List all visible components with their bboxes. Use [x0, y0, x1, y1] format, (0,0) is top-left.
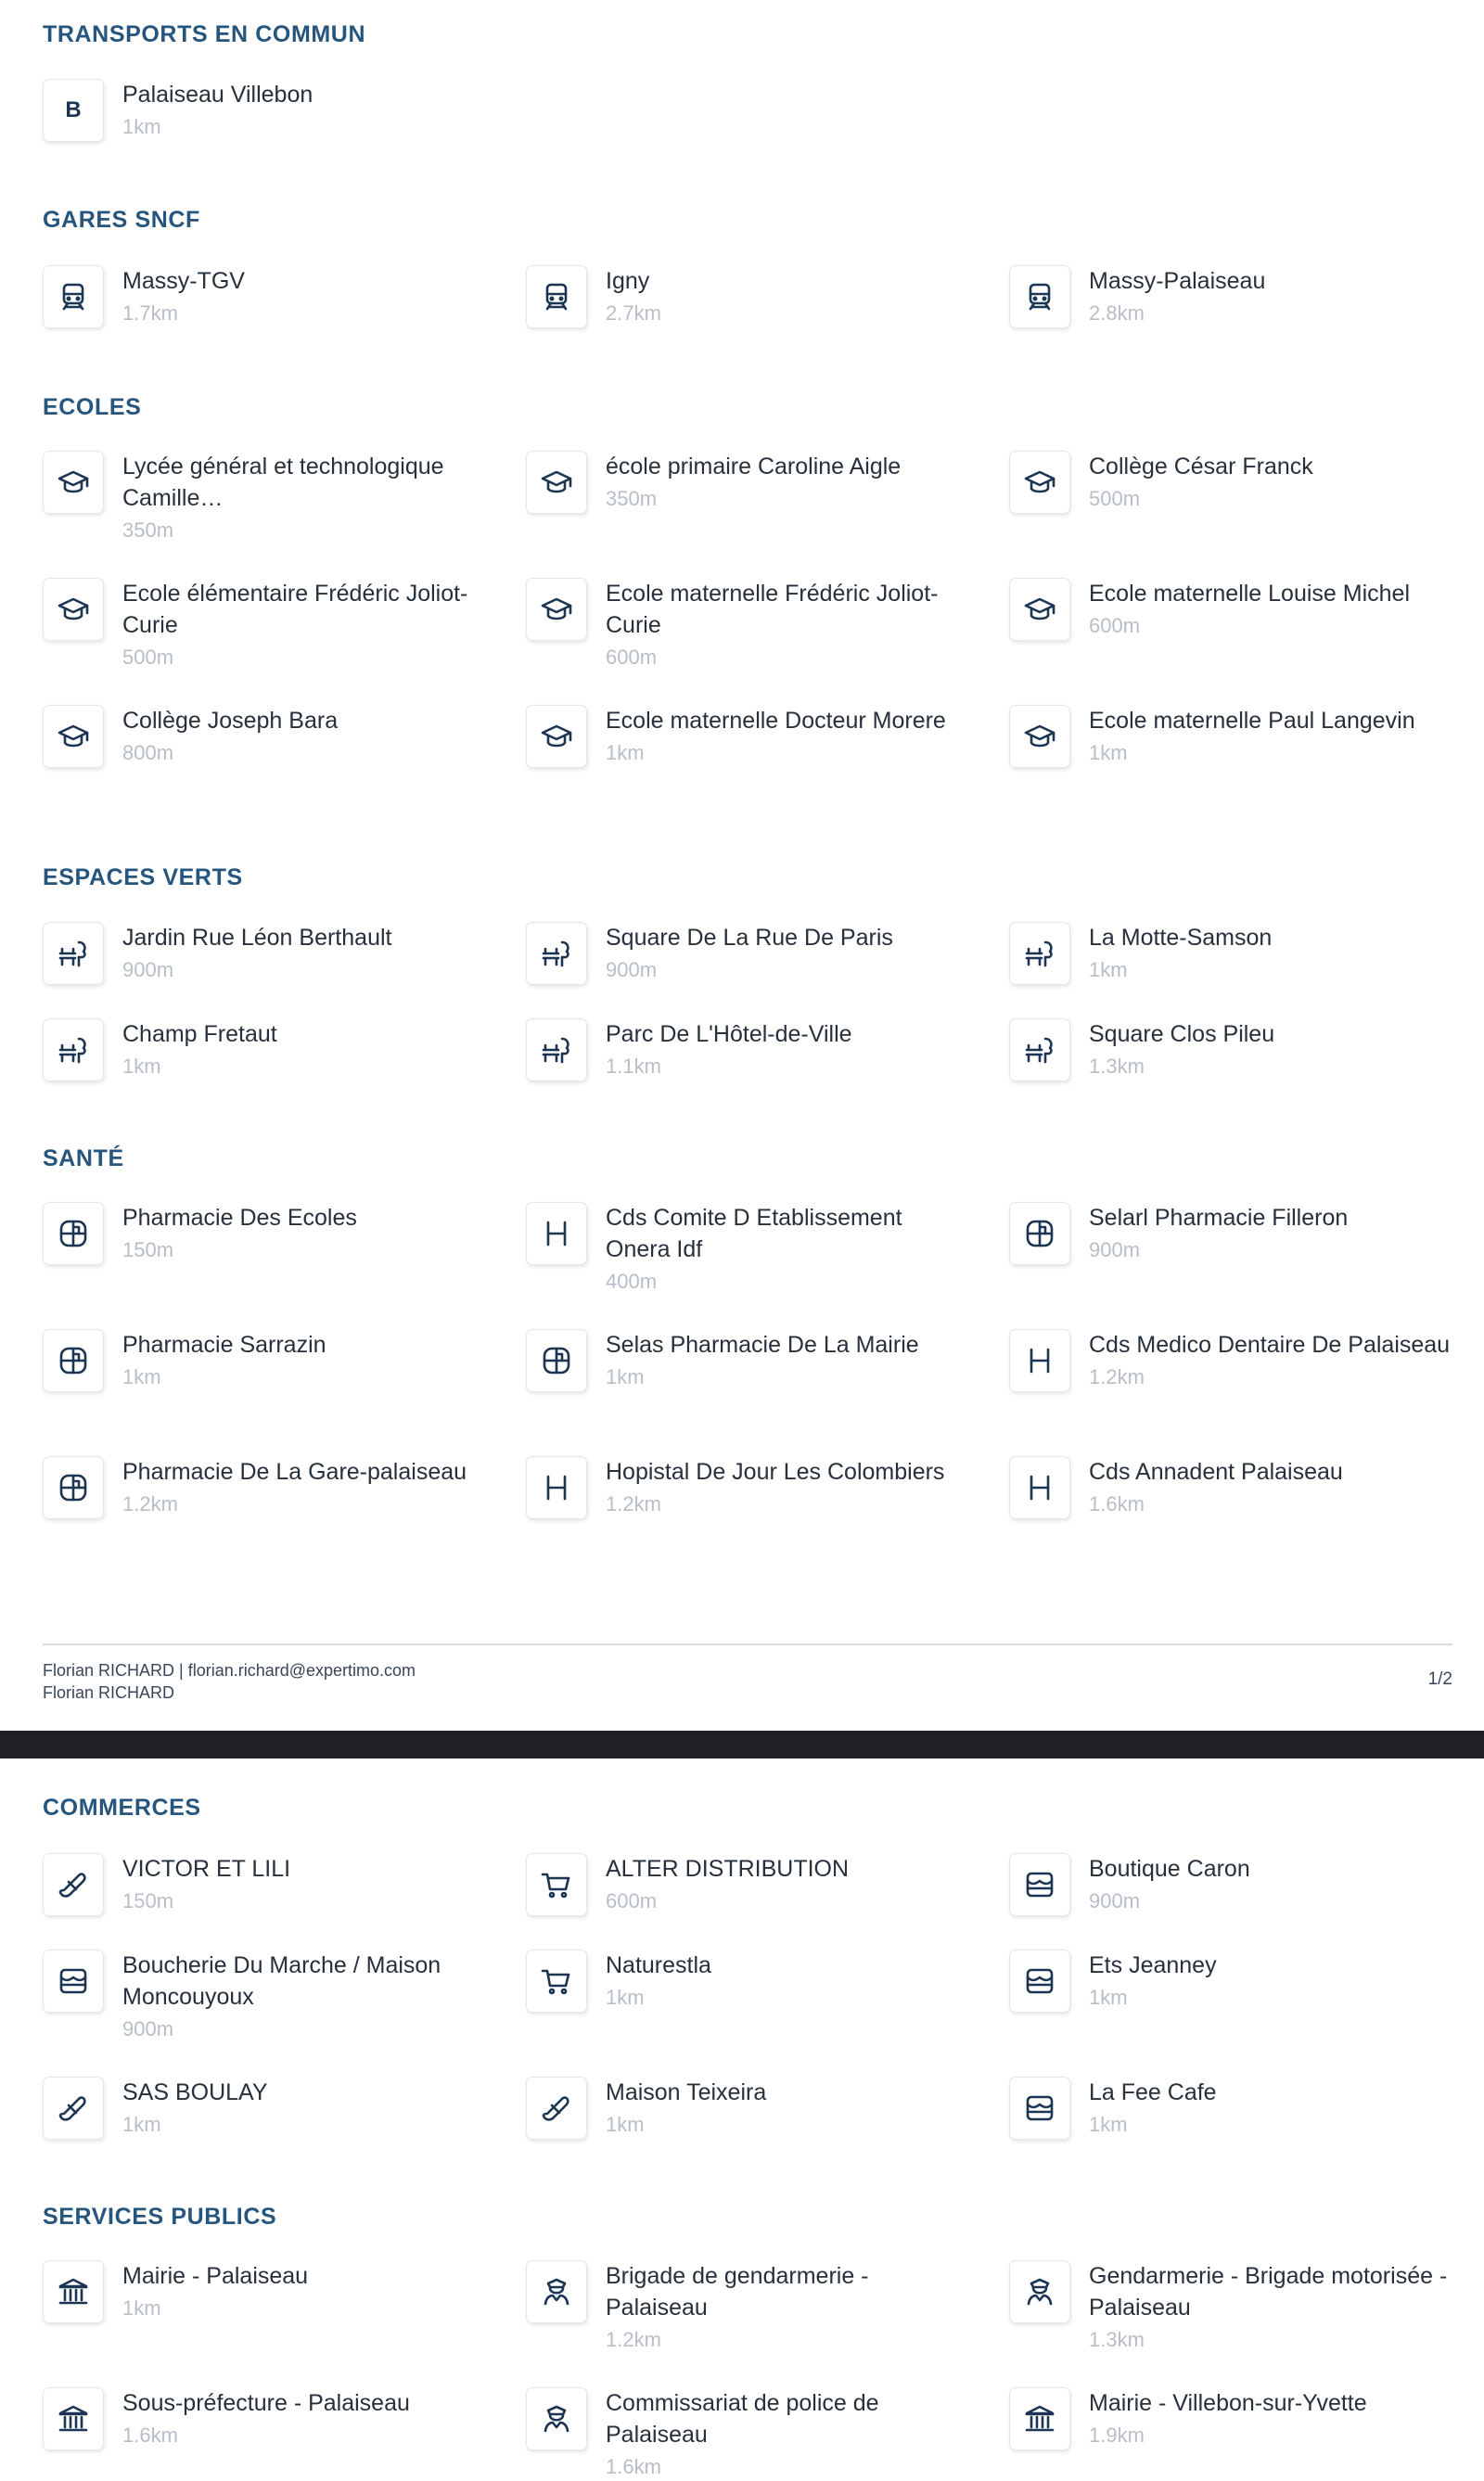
poi-name: Pharmacie Des Ecoles — [122, 1205, 357, 1231]
poi-distance: 900m — [122, 958, 174, 981]
poi-item — [1009, 1202, 1484, 1267]
poi-item — [526, 922, 1008, 987]
poi-distance: 800m — [122, 741, 174, 764]
poi-name: Lycée général et technologique Camille… — [122, 454, 444, 511]
poi-texts — [1089, 2387, 1451, 2452]
pill-icon — [526, 2077, 587, 2140]
poi-name: Ecole maternelle Docteur Morere — [606, 708, 946, 734]
poi-distance: 1.6km — [1089, 1492, 1145, 1515]
graduation-cap-icon — [526, 705, 587, 768]
graduation-cap-icon — [1009, 705, 1070, 768]
poi-name: Ets Jeanney — [1089, 1952, 1217, 1978]
poi-texts — [606, 922, 967, 987]
poi-name: Cds Medico Dentaire De Palaiseau — [1089, 1332, 1451, 1358]
poi-distance: 1.3km — [1089, 2328, 1145, 2351]
police-officer-icon — [526, 2260, 587, 2323]
poi-item — [1009, 1018, 1484, 1083]
poi-item — [1009, 2077, 1484, 2142]
poi-distance: 1km — [1089, 958, 1128, 981]
hospital-h-icon — [526, 1456, 587, 1519]
graduation-cap-icon — [1009, 578, 1070, 641]
poi-distance: 150m — [122, 1238, 174, 1261]
poi-texts — [122, 79, 484, 144]
poi-distance: 2.8km — [1089, 301, 1145, 325]
poi-texts — [122, 1853, 484, 1918]
poi-texts — [122, 705, 484, 770]
poi-item — [526, 1456, 1008, 1521]
poi-item — [43, 1853, 525, 1918]
poi-item — [526, 265, 1008, 330]
section-title: SERVICES PUBLICS — [43, 2204, 277, 2230]
poi-distance: 1.2km — [122, 1492, 178, 1515]
police-officer-icon — [526, 2387, 587, 2450]
poi-name: Cds Annadent Palaiseau — [1089, 1459, 1343, 1485]
poi-texts — [606, 578, 967, 674]
poi-distance: 1.1km — [606, 1055, 661, 1078]
poi-distance: 900m — [1089, 1238, 1141, 1261]
poi-item — [526, 705, 1008, 770]
poi-item — [1009, 2387, 1484, 2452]
shop-front-icon — [1009, 1853, 1070, 1916]
poi-texts — [606, 2077, 967, 2142]
poi-distance: 1.2km — [606, 2328, 661, 2351]
poi-item — [1009, 1853, 1484, 1918]
poi-name: Boucherie Du Marche / Maison Moncouyoux — [122, 1952, 441, 2010]
poi-distance: 1km — [122, 1365, 161, 1388]
poi-name: Selas Pharmacie De La Mairie — [606, 1332, 919, 1358]
poi-distance: 900m — [1089, 1889, 1141, 1912]
police-officer-icon — [1009, 2260, 1070, 2323]
poi-distance: 1km — [1089, 2113, 1128, 2136]
poi-distance: 350m — [122, 518, 174, 542]
poi-name: école primaire Caroline Aigle — [606, 454, 902, 480]
poi-name: Champ Fretaut — [122, 1021, 277, 1047]
poi-texts — [122, 1456, 484, 1521]
poi-name: Cds Comite D Etablissement Onera Idf — [606, 1205, 902, 1262]
poi-texts — [122, 2260, 484, 2325]
poi-texts — [1089, 265, 1451, 330]
poi-texts — [1089, 578, 1451, 643]
poi-item — [43, 578, 525, 674]
poi-texts — [122, 265, 484, 330]
poi-item — [43, 79, 525, 144]
poi-distance: 1.2km — [606, 1492, 661, 1515]
poi-distance: 500m — [1089, 487, 1141, 510]
footer-agent-contact: Florian RICHARD | florian.richard@expertimo.com — [43, 1661, 416, 1680]
town-hall-icon — [43, 2387, 104, 2450]
poi-distance: 1.2km — [1089, 1365, 1145, 1388]
document-page-2 — [0, 1758, 1484, 2481]
poi-name: Parc De L'Hôtel-de-Ville — [606, 1021, 852, 1047]
pharmacy-cross-icon — [526, 1329, 587, 1392]
poi-texts — [1089, 1329, 1451, 1394]
poi-name: Maison Teixeira — [606, 2079, 767, 2105]
page-separator — [0, 1731, 1484, 1758]
poi-name: Brigade de gendarmerie - Palaiseau — [606, 2263, 869, 2321]
poi-texts — [606, 2260, 967, 2357]
poi-texts — [606, 451, 967, 516]
poi-texts — [122, 1202, 484, 1267]
poi-name: Square De La Rue De Paris — [606, 925, 893, 951]
poi-name: SAS BOULAY — [122, 2079, 268, 2105]
poi-name: La Fee Cafe — [1089, 2079, 1217, 2105]
poi-distance: 1km — [122, 115, 161, 138]
poi-item — [43, 451, 525, 547]
hospital-h-icon — [1009, 1456, 1070, 1519]
poi-item — [526, 1853, 1008, 1918]
poi-name: Naturestla — [606, 1952, 711, 1978]
poi-item — [43, 705, 525, 770]
graduation-cap-icon — [43, 578, 104, 641]
shop-front-icon — [1009, 2077, 1070, 2140]
poi-name: Boutique Caron — [1089, 1856, 1250, 1882]
poi-name: Jardin Rue Léon Berthault — [122, 925, 392, 951]
poi-name: Hopistal De Jour Les Colombiers — [606, 1459, 945, 1485]
park-bench-icon — [43, 1018, 104, 1081]
poi-name: Ecole maternelle Louise Michel — [1089, 581, 1411, 607]
poi-texts — [606, 1018, 967, 1083]
poi-name: Collège César Franck — [1089, 454, 1313, 480]
graduation-cap-icon — [526, 578, 587, 641]
poi-distance: 1km — [606, 1986, 645, 2009]
poi-distance: 1km — [122, 1055, 161, 1078]
poi-item — [43, 1950, 525, 2046]
poi-distance: 1km — [606, 2113, 645, 2136]
poi-name: Ecole maternelle Frédéric Joliot-Curie — [606, 581, 939, 638]
poi-name: ALTER DISTRIBUTION — [606, 1856, 850, 1882]
poi-distance: 900m — [606, 958, 658, 981]
poi-name: Palaiseau Villebon — [122, 82, 313, 108]
section-title: ESPACES VERTS — [43, 864, 243, 890]
poi-distance: 2.7km — [606, 301, 661, 325]
poi-item — [1009, 578, 1484, 643]
poi-texts — [606, 705, 967, 770]
poi-item — [526, 2077, 1008, 2142]
town-hall-icon — [43, 2260, 104, 2323]
hospital-h-icon — [526, 1202, 587, 1265]
pharmacy-cross-icon — [43, 1456, 104, 1519]
poi-item — [43, 2260, 525, 2325]
poi-distance: 1km — [606, 1365, 645, 1388]
poi-texts — [1089, 2077, 1451, 2142]
poi-distance: 600m — [1089, 614, 1141, 637]
town-hall-icon — [1009, 2387, 1070, 2450]
train-icon — [43, 265, 104, 328]
poi-texts — [122, 1018, 484, 1083]
poi-item — [526, 2260, 1008, 2357]
poi-item — [526, 1329, 1008, 1394]
poi-distance: 1km — [122, 2113, 161, 2136]
poi-item — [43, 1018, 525, 1083]
poi-distance: 150m — [122, 1889, 174, 1912]
poi-item — [43, 922, 525, 987]
poi-texts — [606, 1853, 967, 1918]
pill-icon — [43, 2077, 104, 2140]
section-title: SANTÉ — [43, 1145, 124, 1171]
pharmacy-cross-icon — [43, 1202, 104, 1265]
poi-name: Ecole maternelle Paul Langevin — [1089, 708, 1415, 734]
poi-item — [526, 1950, 1008, 2014]
poi-distance: 500m — [122, 646, 174, 669]
poi-name: Collège Joseph Bara — [122, 708, 339, 734]
poi-texts — [1089, 1950, 1451, 2014]
footer-agent-name: Florian RICHARD — [43, 1683, 175, 1702]
poi-distance: 1km — [1089, 1986, 1128, 2009]
poi-distance: 350m — [606, 487, 658, 510]
poi-distance: 1km — [606, 741, 645, 764]
shop-front-icon — [43, 1950, 104, 2013]
poi-texts — [1089, 922, 1451, 987]
poi-name: Igny — [606, 268, 650, 294]
park-bench-icon — [1009, 1018, 1070, 1081]
poi-name: Selarl Pharmacie Filleron — [1089, 1205, 1349, 1231]
poi-name: Commissariat de police de Palaiseau — [606, 2390, 879, 2448]
graduation-cap-icon — [526, 451, 587, 514]
pill-icon — [43, 1853, 104, 1916]
poi-item — [43, 1202, 525, 1267]
poi-item — [1009, 1329, 1484, 1394]
park-bench-icon — [43, 922, 104, 985]
footer-agent-info — [43, 1659, 416, 1704]
train-icon — [1009, 265, 1070, 328]
poi-item — [43, 2387, 525, 2452]
shopping-cart-icon — [526, 1950, 587, 2013]
poi-item — [1009, 705, 1484, 770]
poi-texts — [606, 2387, 967, 2481]
poi-item — [1009, 1456, 1484, 1521]
poi-name: Square Clos Pileu — [1089, 1021, 1275, 1047]
poi-name: Mairie - Villebon-sur-Yvette — [1089, 2390, 1367, 2416]
poi-name: VICTOR ET LILI — [122, 1856, 291, 1882]
poi-texts — [122, 451, 484, 547]
poi-name: Massy-Palaiseau — [1089, 268, 1266, 294]
poi-texts — [1089, 451, 1451, 516]
poi-distance: 400m — [606, 1270, 658, 1293]
poi-item — [43, 2077, 525, 2142]
poi-distance: 1.6km — [122, 2423, 178, 2447]
poi-name: La Motte-Samson — [1089, 925, 1273, 951]
poi-item — [1009, 1950, 1484, 2014]
shop-front-icon — [1009, 1950, 1070, 2013]
poi-distance: 900m — [122, 2017, 174, 2040]
poi-item — [1009, 265, 1484, 330]
poi-item — [526, 451, 1008, 516]
poi-texts — [122, 2077, 484, 2142]
pharmacy-cross-icon — [1009, 1202, 1070, 1265]
poi-item — [1009, 451, 1484, 516]
poi-texts — [606, 1456, 967, 1521]
poi-distance: 1.7km — [122, 301, 178, 325]
footer-divider — [43, 1643, 1452, 1645]
section-title: TRANSPORTS EN COMMUN — [43, 21, 366, 47]
train-icon — [526, 265, 587, 328]
poi-distance: 1.3km — [1089, 1055, 1145, 1078]
bus-letter-b-icon — [43, 79, 104, 142]
graduation-cap-icon — [43, 705, 104, 768]
poi-texts — [606, 265, 967, 330]
poi-name: Sous-préfecture - Palaiseau — [122, 2390, 410, 2416]
poi-item — [526, 1202, 1008, 1298]
poi-item — [43, 1329, 525, 1394]
poi-texts — [122, 922, 484, 987]
poi-item — [43, 1456, 525, 1521]
poi-name: Pharmacie De La Gare-palaiseau — [122, 1459, 467, 1485]
poi-texts — [606, 1329, 967, 1394]
poi-name: Gendarmerie - Brigade motorisée - Palaiseau — [1089, 2263, 1448, 2321]
poi-texts — [1089, 705, 1451, 770]
shopping-cart-icon — [526, 1853, 587, 1916]
park-bench-icon — [526, 922, 587, 985]
poi-distance: 600m — [606, 1889, 658, 1912]
poi-name: Massy-TGV — [122, 268, 245, 294]
poi-name: Pharmacie Sarrazin — [122, 1332, 326, 1358]
page-number: 1/2 — [1427, 1669, 1452, 1689]
poi-texts — [122, 2387, 484, 2452]
poi-distance: 1.6km — [606, 2455, 661, 2478]
poi-texts — [1089, 1018, 1451, 1083]
graduation-cap-icon — [43, 451, 104, 514]
poi-texts — [606, 1202, 967, 1298]
poi-item — [526, 1018, 1008, 1083]
poi-item — [1009, 922, 1484, 987]
section-title: COMMERCES — [43, 1795, 201, 1821]
poi-texts — [122, 1329, 484, 1394]
section-title: ECOLES — [43, 394, 142, 420]
poi-texts — [1089, 1202, 1451, 1267]
park-bench-icon — [1009, 922, 1070, 985]
hospital-h-icon — [1009, 1329, 1070, 1392]
poi-texts — [1089, 1853, 1451, 1918]
poi-distance: 1km — [1089, 741, 1128, 764]
poi-name: Ecole élémentaire Frédéric Joliot-Curie — [122, 581, 468, 638]
poi-texts — [122, 578, 484, 674]
poi-item — [1009, 2260, 1484, 2357]
section-title: GARES SNCF — [43, 207, 200, 233]
icon-letter: B — [65, 97, 82, 122]
poi-texts — [1089, 2260, 1451, 2357]
poi-texts — [122, 1950, 484, 2046]
poi-item — [43, 265, 525, 330]
poi-item — [526, 2387, 1008, 2481]
poi-distance: 1km — [122, 2296, 161, 2320]
park-bench-icon — [526, 1018, 587, 1081]
poi-distance: 600m — [606, 646, 658, 669]
pharmacy-cross-icon — [43, 1329, 104, 1392]
graduation-cap-icon — [1009, 451, 1070, 514]
poi-item — [526, 578, 1008, 674]
poi-distance: 1.9km — [1089, 2423, 1145, 2447]
poi-texts — [1089, 1456, 1451, 1521]
poi-texts — [606, 1950, 967, 2014]
poi-name: Mairie - Palaiseau — [122, 2263, 309, 2289]
